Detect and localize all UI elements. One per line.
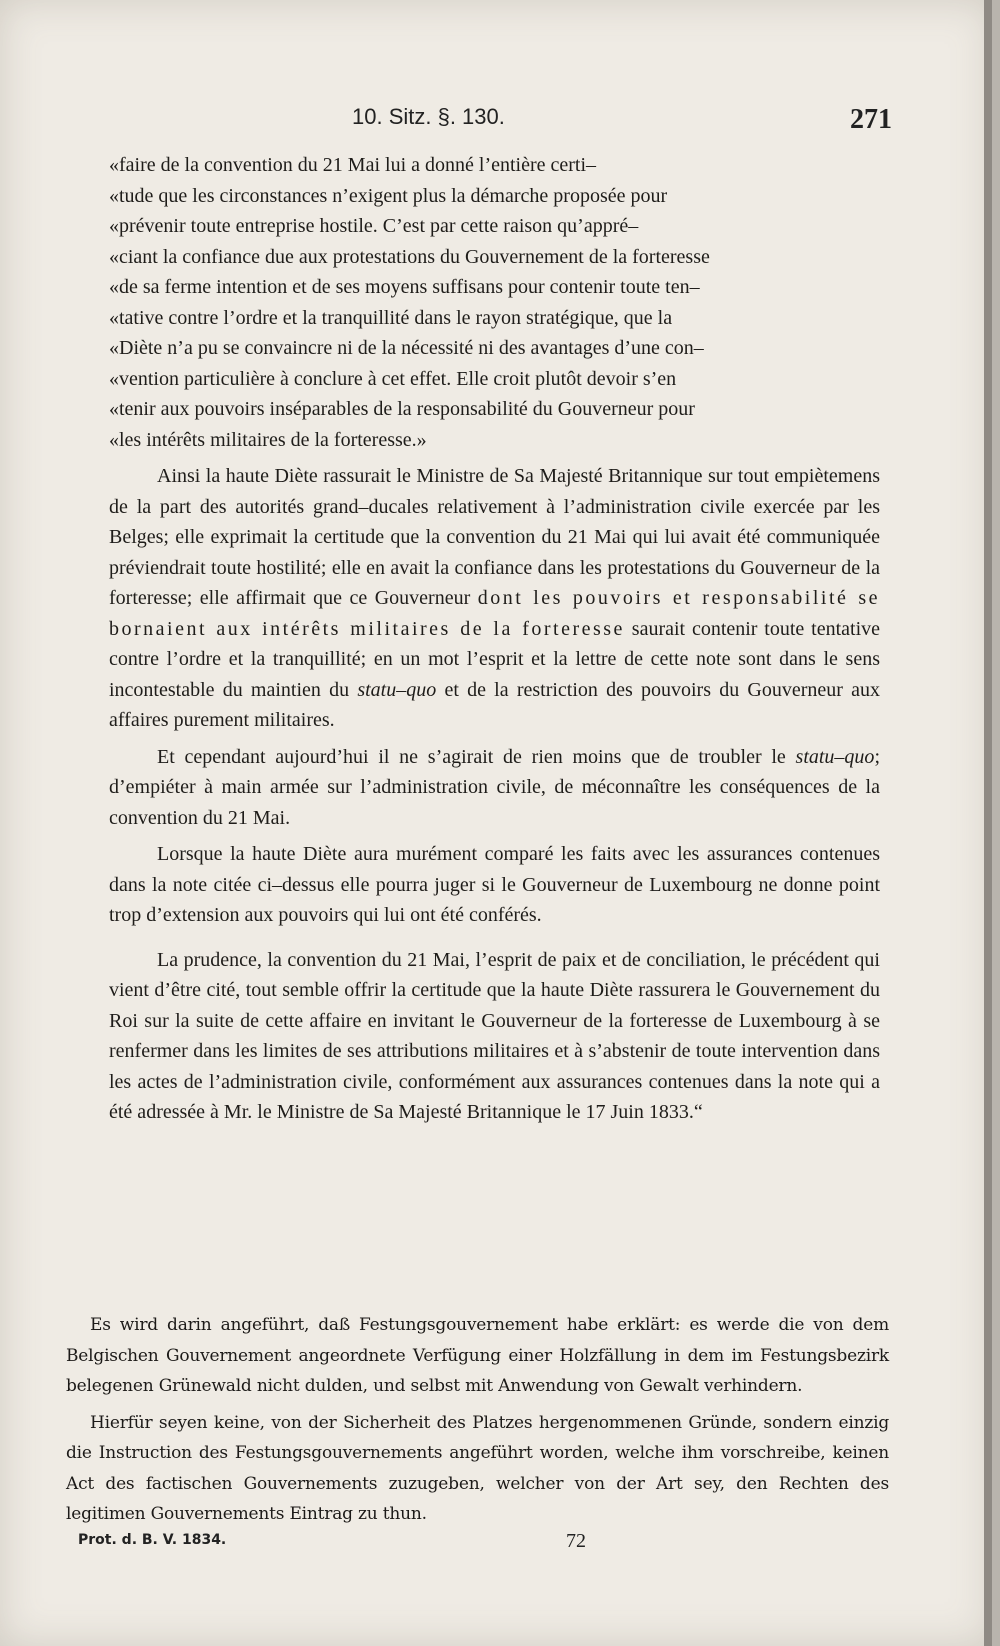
signature-mark: Prot. d. B. V. 1834. [78,1532,227,1548]
quote-line: «tative contre l’ordre et la tranquillité dans le rayon stratégique, que la [109,306,673,329]
quote-line: «ciant la confiance due aux protestations du Gouvernement de la forteresse [109,245,710,268]
quote-line: «tude que les circonstances n’exigent plus la démarche proposée pour [109,184,668,207]
quote-line: «de sa ferme intention et de ses moyens suffisans pour contenir toute ten– [109,276,700,298]
page-number: 271 [850,104,892,135]
spaced-emphasis: dont les pouvoirs et responsabilité se bornaient aux intérêts militaires de la forteresse [109,587,881,640]
quote-line: «les intérêts militaires de la forteresse.» [109,428,427,451]
paragraph-prudence: La prudence, la convention du 21 Mai, l’esprit de paix et de conciliation, le précédent qui vient d’être cité, tout semble offrir la certitude que la haute Diète rassurera le Gouvernement du Roi sur la suite de cette affaire en invitant le Gouverneur de la forteresse de Luxembourg à se renfermer dans les limites de ses attributions militaires et à s’abstenir de toute intervention dans les actes de l’administration civile, conformément aux assurances contenues dans la note qui a été adressée à Mr. le Ministre de Sa Majesté Britannique le 17 Juin 1833.“ [109,948,880,1123]
italic-term: statu–quo [357,678,437,701]
page-header [110,104,892,138]
paragraph-ainsi: Ainsi la haute Diète rassurait le Ministre de Sa Majesté Britannique sur tout empiètemens de la part des autorités grand–ducales relativement à l’administration civile exercée par les Belges; elle exprimait la certitude que la convention du 21 Mai qui lui avait été communiquée préviendrait toute hostilité; elle en avait la confiance dans les protestations du Gouverneur de la forteresse; elle affirmait que ce Gouverneur dont les pouvoirs et responsabilité se bornaient aux intérêts militaires de la forteresse saurait contenir toute tentative contre l’ordre et la tranquillité; en un mot l’esprit et la lettre de cette note sont dans le sens incontestable du maintien du statu–quo et de la restriction des pouvoirs du Gouverneur aux affaires purement militaires. [109,465,881,731]
quote-line: «vention particulière à conclure à cet effet. Elle croit plutôt devoir s’en [109,367,677,390]
italic-term: statu–quo [795,745,875,768]
body-text [109,150,880,1128]
quoted-passage [109,150,880,455]
paragraph-cependant: Et cependant aujourd’hui il ne s’agirait de rien moins que de troubler le statu–quo; d’empiéter à main armée sur l’administration civile, de méconnaître les conséquences de la convention du 21 Mai. [109,745,880,829]
quote-line: «prévenir toute entreprise hostile. C’est par cette raison qu’appré– [109,215,639,237]
quote-line: «faire de la convention du 21 Mai lui a donné l’entière certi– [109,154,597,176]
running-head: 10. Sitz. §. 130. [352,104,505,129]
german-paragraph: Es wird darin angeführt, daß Festungsgouvernement habe erklärt: es werde die von dem Belgischen Gouvernement angeordnete Verfügung einer Holzfällung in dem im Festungsbezirk belegenen Grünewald nicht dulden, und selbst mit Anwendung von Gewalt verhindern. [66,1315,889,1396]
paragraph-lorsque: Lorsque la haute Diète aura murément comparé les faits avec les assurances contenues dans la note citée ci–dessus elle pourra juger si le Gouverneur de Luxembourg ne donne point trop d’extension aux pouvoirs qui lui ont été conférés. [109,843,880,926]
german-text [66,1304,889,1530]
german-paragraph: Hierfür seyen keine, von der Sicherheit des Platzes hergenommenen Gründe, sondern einzig die Instruction des Festungsgouvernements angeführt worden, welche ihm vorschreibe, keinen Act des factischen Gouvernements zuzugeben, welcher von der Art sey, den Rechten des legitimen Gouvernements Eintrag zu thun. [66,1412,889,1524]
page-edge [984,0,992,1646]
sheet-number: 72 [566,1530,586,1552]
quote-line: «tenir aux pouvoirs inséparables de la responsabilité du Gouverneur pour [109,398,695,420]
page-footer [70,1530,770,1554]
quote-line: «Diète n’a pu se convaincre ni de la nécessité ni des avantages d’une con– [109,337,704,359]
